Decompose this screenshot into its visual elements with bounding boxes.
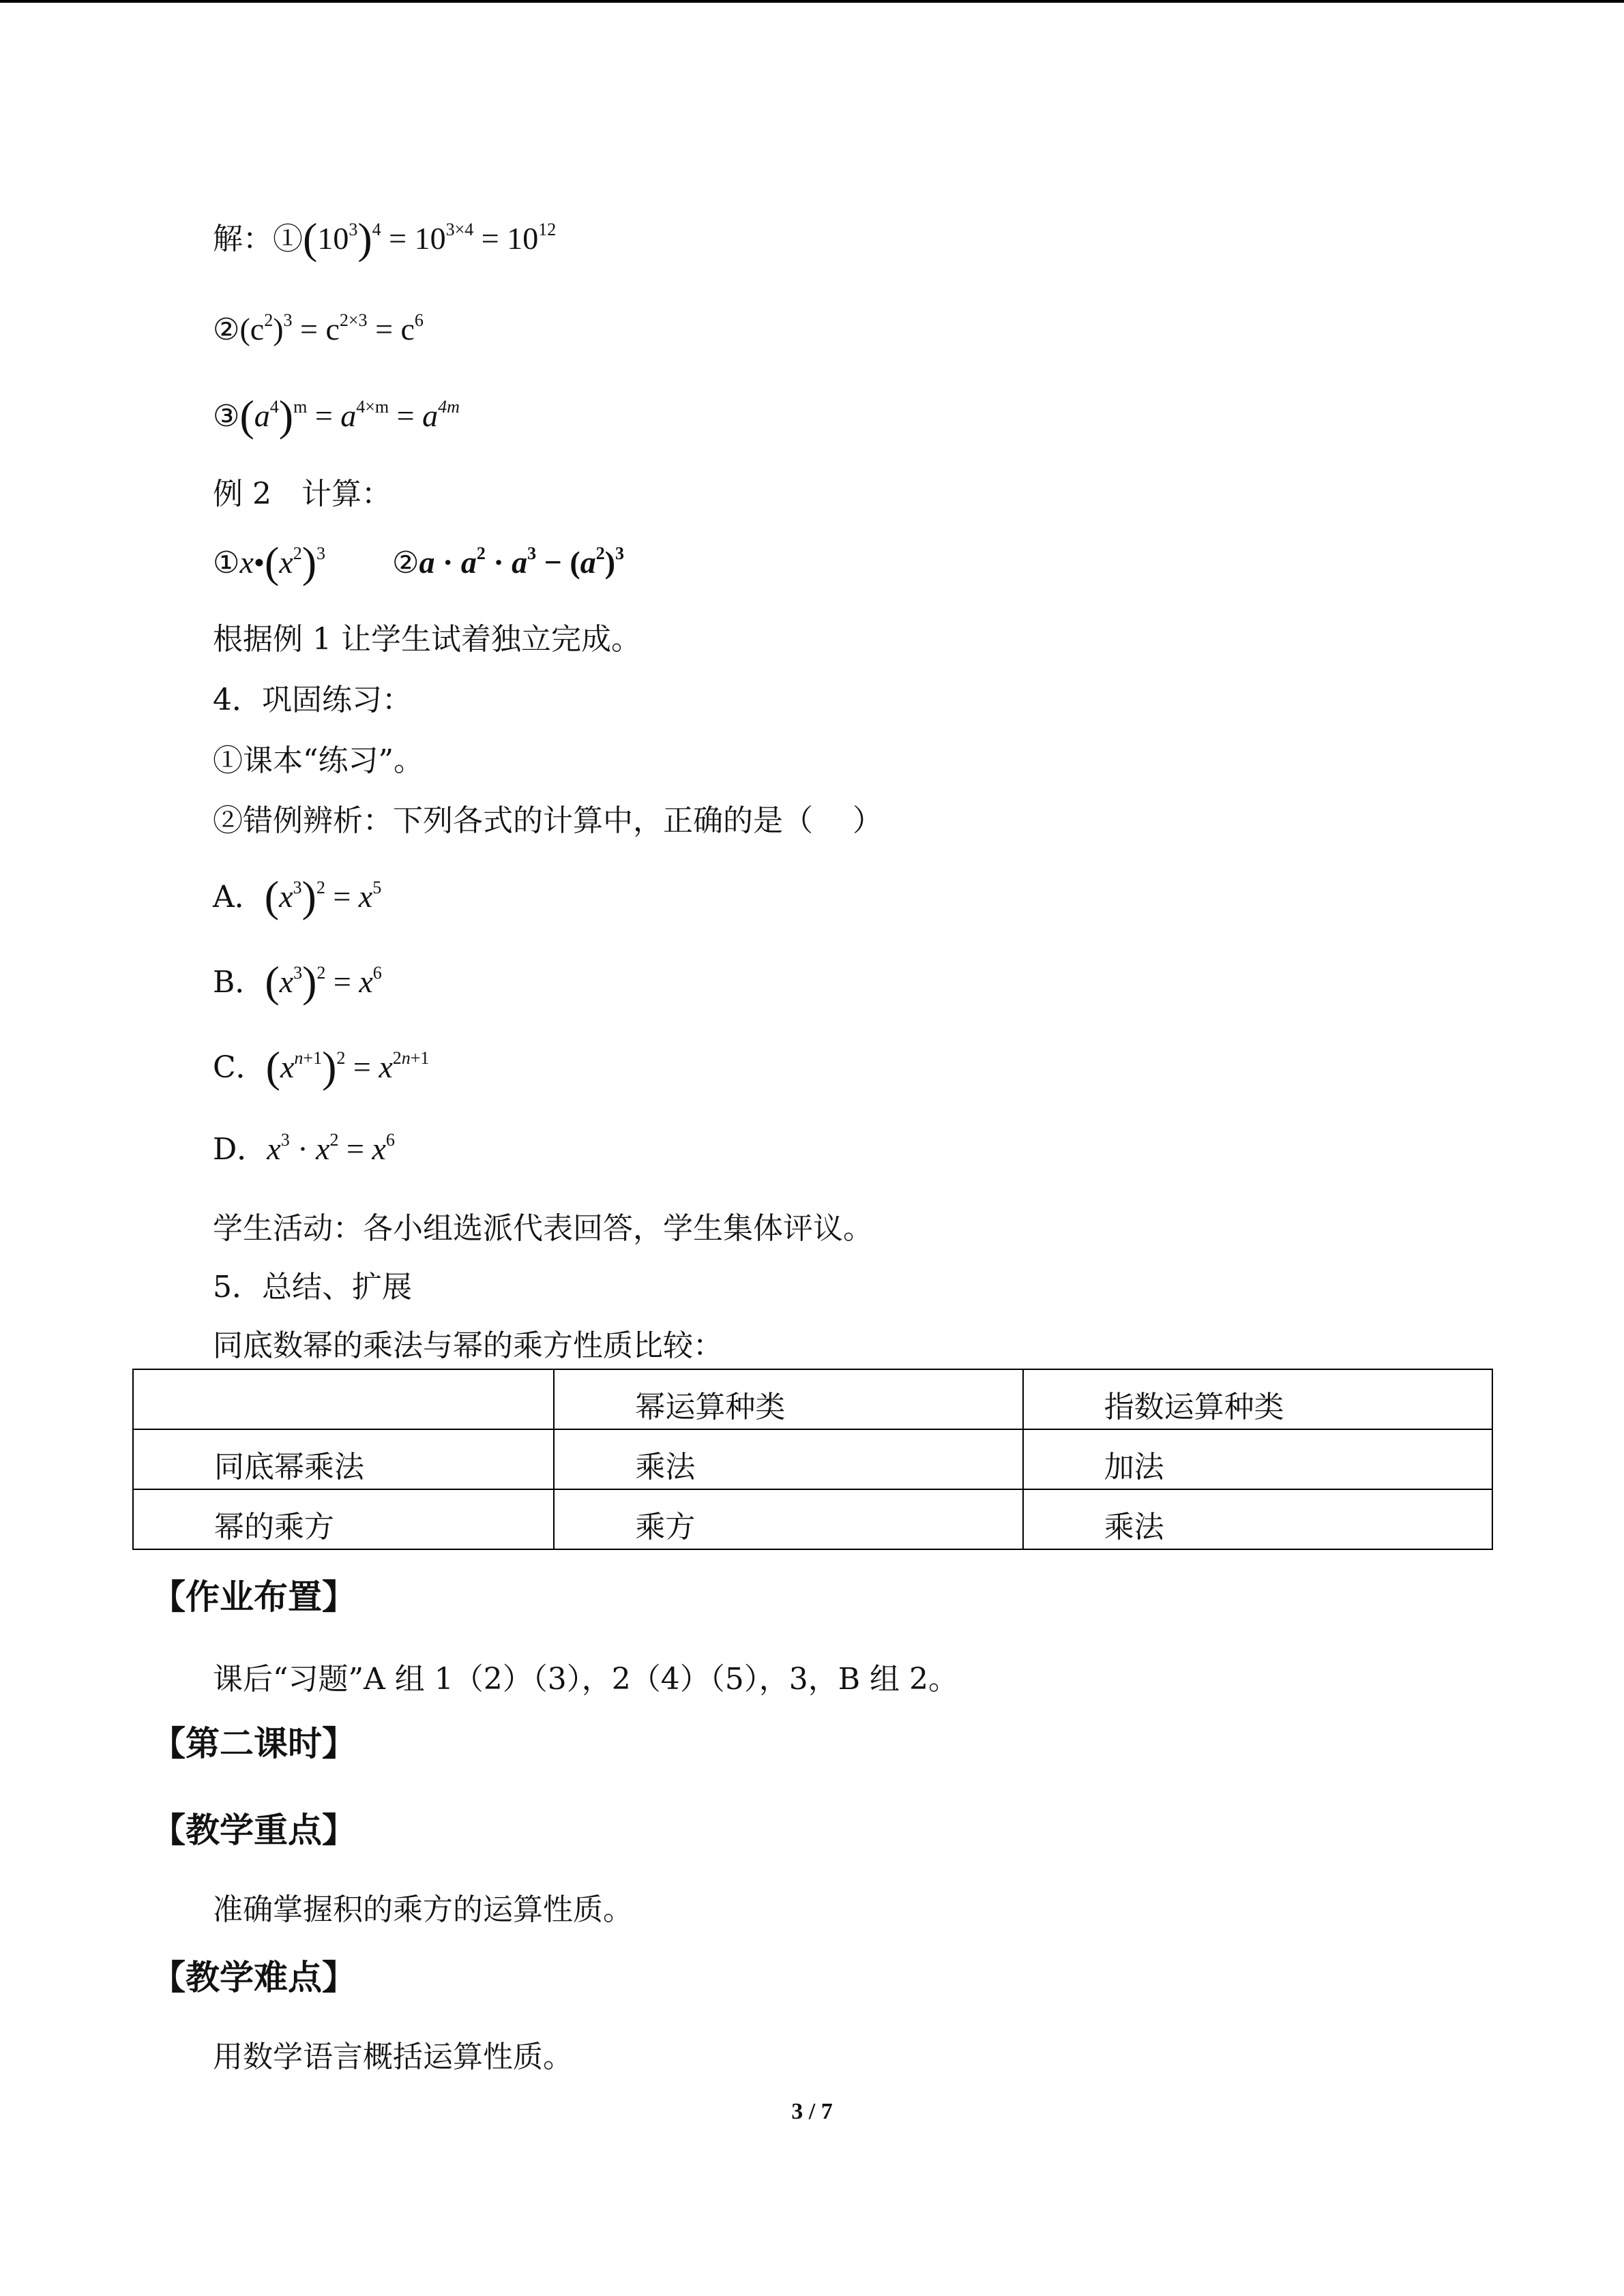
- formula-2: $(c^2)^3 = c^{2\times 3} = c^6$: [239, 310, 424, 346]
- option-b: [213, 957, 382, 1006]
- practice-item-1: ①课本“练习”。: [213, 743, 424, 778]
- table-row: [133, 1489, 1492, 1549]
- practice-activity: 学生活动：各小组选派代表回答，学生集体评议。: [213, 1211, 873, 1246]
- solution-line-1: [213, 214, 557, 263]
- key-points-text: 准确掌握积的乘方的运算性质。: [213, 1892, 633, 1927]
- option-b-label: B．: [213, 965, 265, 1000]
- option-a-label: A．: [213, 880, 265, 914]
- homework-title: 【作业布置】: [151, 1577, 356, 1617]
- option-d: [213, 1129, 395, 1170]
- solution-prefix-2: ②: [213, 312, 240, 347]
- table-cell: 幂的乘方: [133, 1489, 554, 1549]
- summary-intro: 同底数幂的乘法与幂的乘方性质比较：: [213, 1328, 723, 1363]
- table-cell: 加法: [1023, 1429, 1492, 1489]
- lesson2-title: 【第二课时】: [151, 1724, 356, 1763]
- practice-item-2: ②错例辨析：下列各式的计算中，正确的是（ ）: [213, 803, 883, 838]
- solution-line-3: [213, 391, 460, 440]
- option-d-label: D．: [213, 1132, 267, 1167]
- formula-3: $(a^4)^m = a^{4\times m} = a^{4m}$: [239, 391, 460, 440]
- table-row: [133, 1429, 1492, 1489]
- formula-option-a: $(x^3)^2 = x^5$: [264, 872, 382, 921]
- solution-prefix-3: ③: [213, 399, 240, 434]
- table-cell: 乘方: [554, 1489, 1022, 1549]
- summary-heading: 5．总结、扩展: [213, 1270, 412, 1304]
- example2-prefix-1: ①: [213, 546, 240, 580]
- option-c: [213, 1043, 430, 1091]
- page-number: 3 / 7: [791, 2099, 833, 2124]
- difficulties-text: 用数学语言概括运算性质。: [213, 2040, 573, 2074]
- solution-line-2: [213, 309, 424, 351]
- example2-note: 根据例 1 让学生试着独立完成。: [213, 622, 641, 657]
- example2-prefix-2: ②: [392, 546, 419, 580]
- formula-option-d: $x^3 \cdot x^2 = x^6$: [267, 1130, 395, 1166]
- table-cell: 同底幂乘法: [133, 1429, 554, 1489]
- option-a: [213, 872, 382, 921]
- comparison-table: [132, 1369, 1493, 1550]
- homework-text: 课后“习题”A 组 1（2）（3），2（4）（5），3，B 组 2。: [213, 1662, 958, 1697]
- solution-prefix-1: 解：①: [213, 222, 303, 256]
- table-header-cell: 幂运算种类: [554, 1369, 1022, 1429]
- practice-heading: 4．巩固练习：: [213, 683, 412, 717]
- formula-option-c: $(x^{n+1})^2 = x^{2n+1}$: [265, 1043, 430, 1091]
- table-cell: 乘法: [554, 1429, 1022, 1489]
- example2-title: 例 2 计算：: [213, 477, 392, 511]
- table-header-cell: [133, 1369, 554, 1429]
- difficulties-title: 【教学难点】: [151, 1958, 356, 1997]
- option-c-label: C．: [213, 1050, 266, 1085]
- table-header-row: [133, 1369, 1492, 1429]
- top-border: [0, 0, 1624, 3]
- key-points-title: 【教学重点】: [151, 1810, 356, 1850]
- example2-items: [213, 538, 625, 586]
- formula-1: $(10^3)^4 = 10^{3\times 4} = 10^{12}$: [303, 214, 557, 263]
- table-header-cell: 指数运算种类: [1023, 1369, 1492, 1429]
- formula-4: $x•(x^2)^3$: [239, 538, 326, 586]
- formula-5: $a \cdot a^2 \cdot a^3 - (a^2)^3$: [419, 543, 625, 580]
- table-cell: 乘法: [1023, 1489, 1492, 1549]
- formula-option-b: $(x^3)^2 = x^6$: [265, 957, 382, 1006]
